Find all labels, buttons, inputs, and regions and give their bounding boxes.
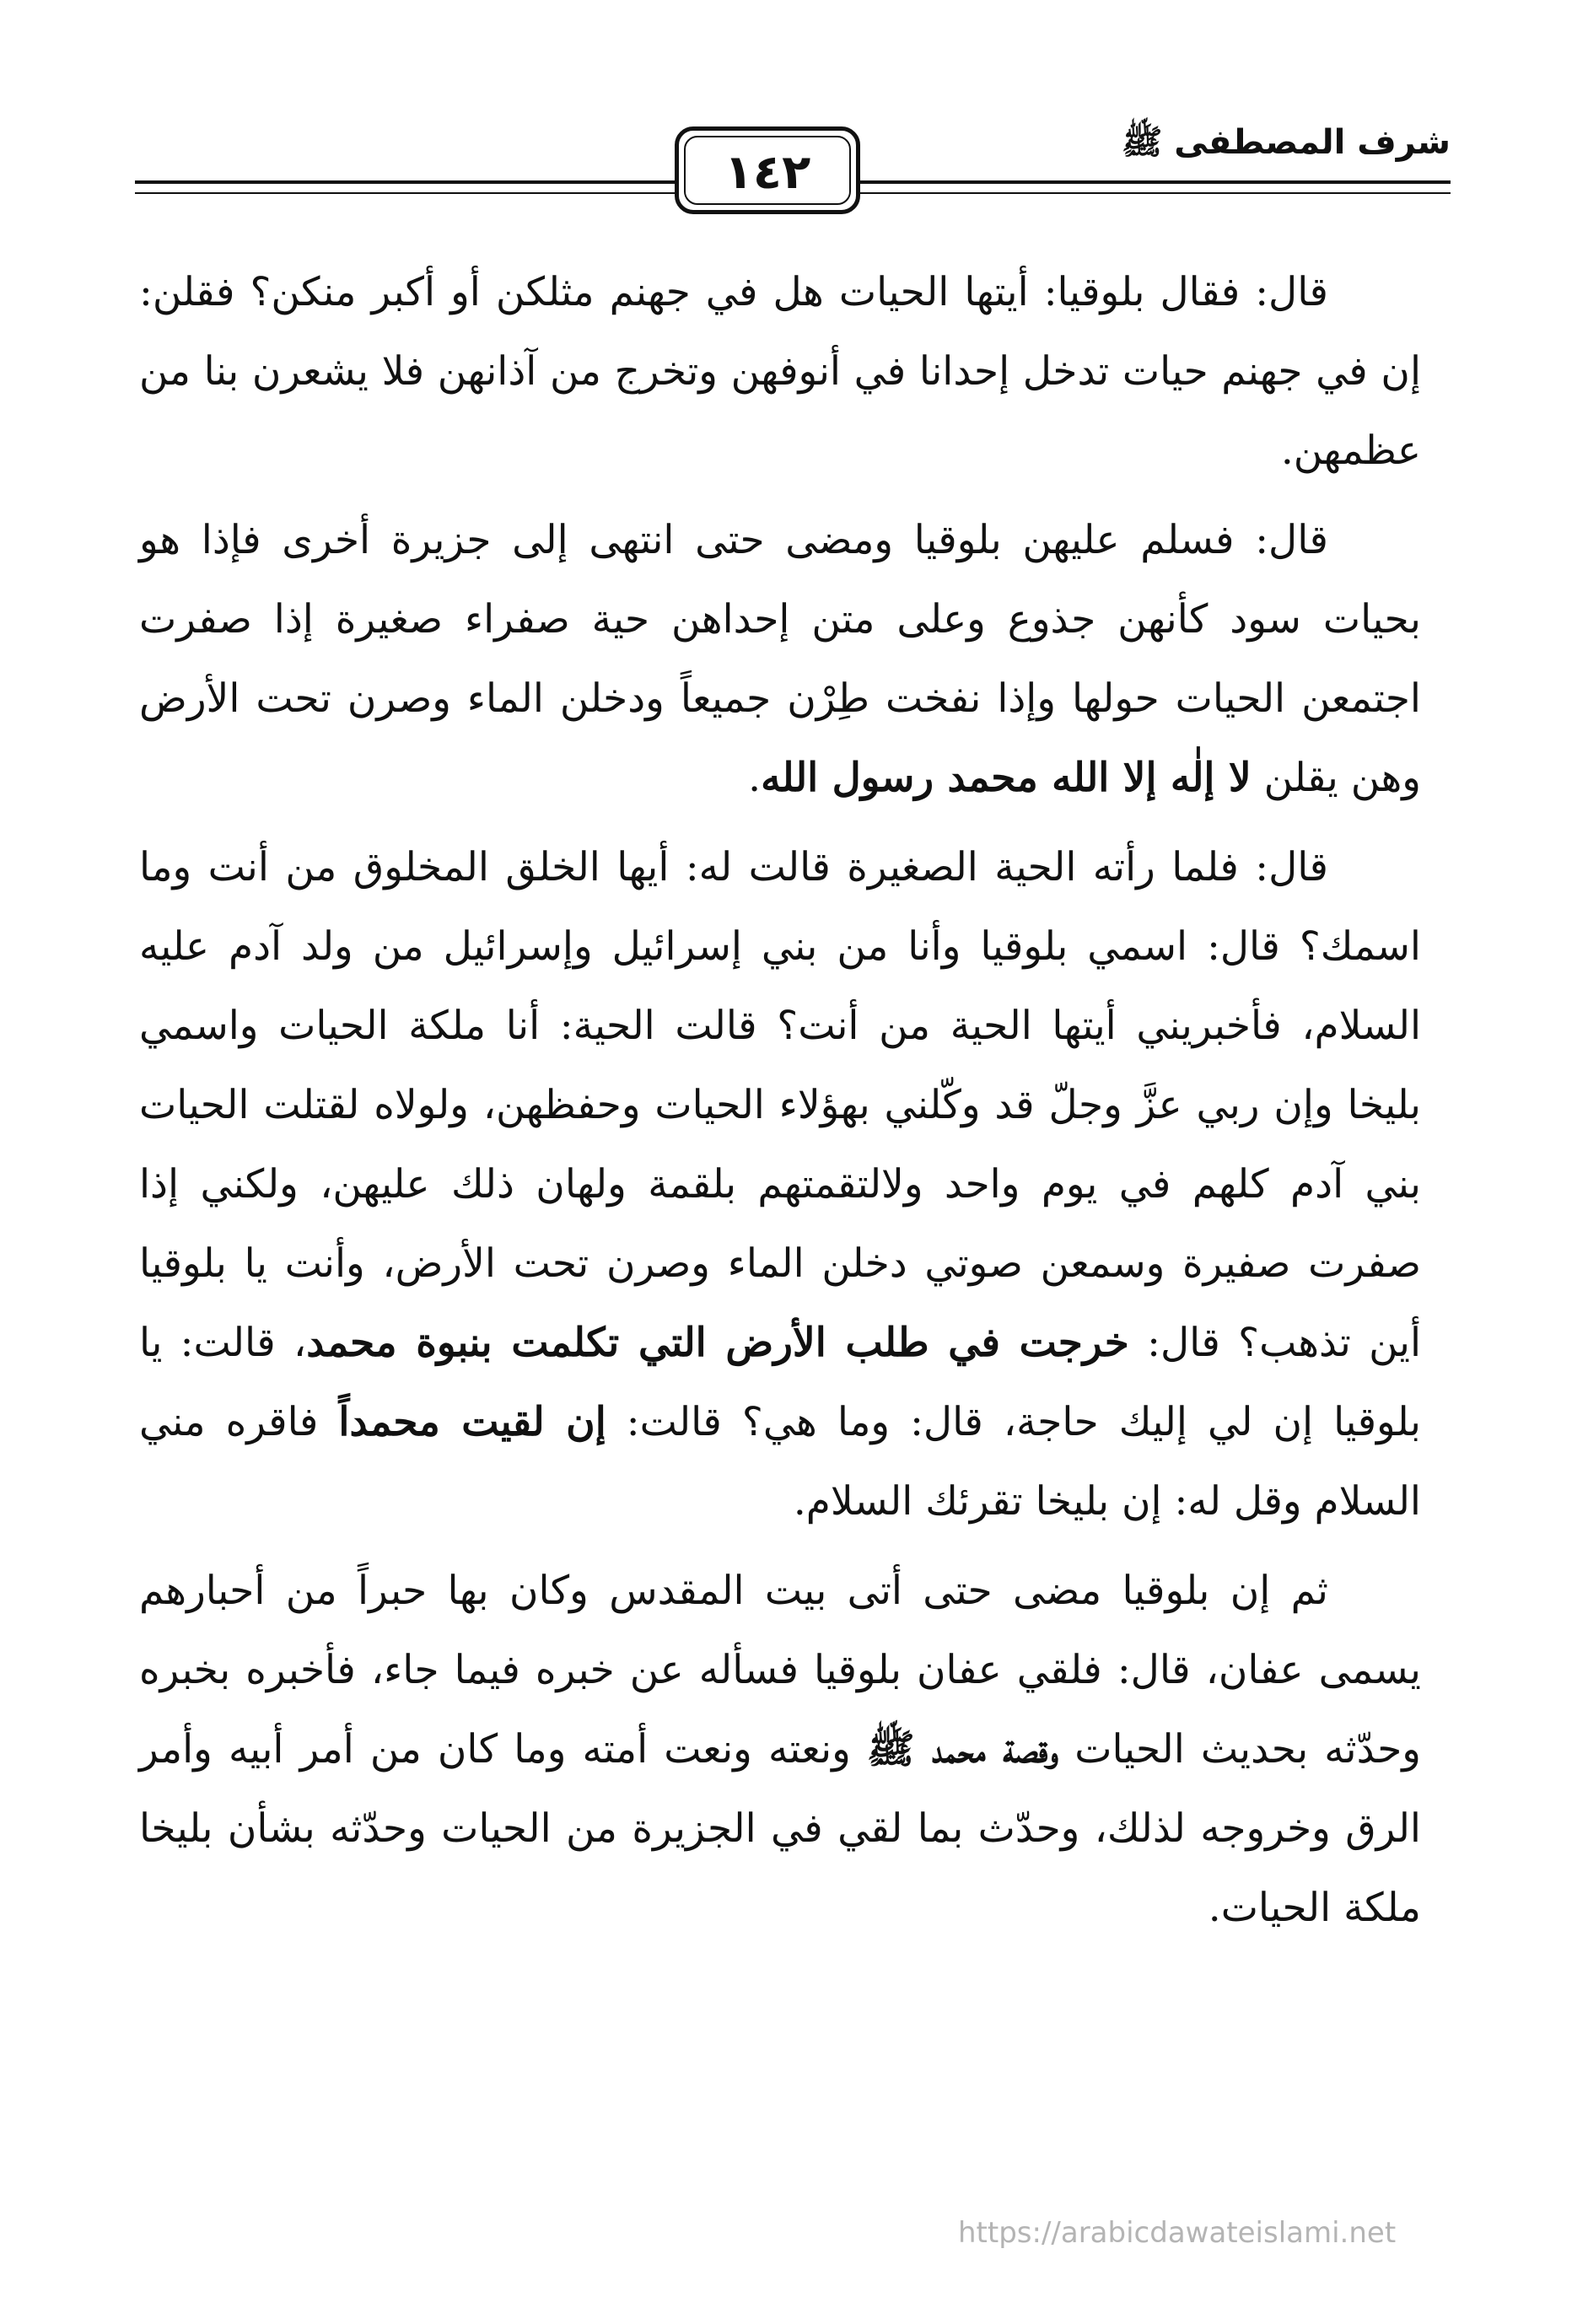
bold-phrase-prophethood: خرجت في طلب الأرض التي تكلمت بنبوة محمد [306, 1320, 1129, 1366]
paragraph-4 [139, 1552, 1421, 1948]
paragraph-3-mid: ، قالت: يا بلوقيا إن لي إليك حاجة، قال: وما هي؟ قالت: [139, 1320, 1421, 1445]
paragraph-2-text: قال: فسلم عليهن بلوقيا ومضى حتى انتهى إلى جزيرة أخرى فإذا هو بحيات سود كأنهن جذوع وعلى متن إحداهن حية صفراء صغيرة إذا صفرت اجتمعن الحيات حولها وإذا نفخت طِرْن جميعاً ودخلن الماء وصرن تحت الأرض وهن يقلن [139, 517, 1421, 801]
paragraph-4-end: ونعته ونعت أمته وما كان من أمر أبيه وأمر الرق وخروجه لذلك، وحدّث بما لقي في الجزيرة من الحيات وحدّثه بشأن بليخا ملكة الحيات. [139, 1726, 1421, 1931]
bold-phrase-story-muhammad: وقصة محمد ﷺ [866, 1726, 1059, 1773]
page-number: ١٤٢ [724, 144, 811, 200]
paragraph-1-text: قال: فقال بلوقيا: أيتها الحيات هل في جهنم مثلكن أو أكبر منكن؟ فقلن: إن في جهنم حيات تدخل إحدانا في أنوفهن وتخرج من آذانهن فلا يشعرن بنا من عظمهن. [139, 269, 1421, 474]
paragraph-3-end: فاقره مني السلام وقل له: إن بليخا تقرئك السلام. [139, 1399, 1421, 1525]
page-number-frame [675, 126, 860, 214]
body-text [139, 253, 1421, 1958]
shahada-bold: لا إلٰه إلا الله محمد رسول الله [761, 755, 1252, 801]
paragraph-3 [139, 828, 1421, 1541]
paragraph-4-text: ثم إن بلوقيا مضى حتى أتى بيت المقدس وكان بها حبراً من أحبارهم يسمى عفان، قال: فلقي عفان بلوقيا فسأله عن خبره فيما جاء، فأخبره بخبره وحدّثه بحديث الحيات [139, 1568, 1422, 1773]
running-title: شرف المصطفى ﷺ [1121, 123, 1451, 162]
paragraph-2 [139, 501, 1421, 818]
bold-phrase-meet-muhammad: إن لقيت محمداً [338, 1399, 606, 1445]
paragraph-1 [139, 253, 1421, 491]
paragraph-2-end: . [748, 755, 762, 801]
watermark-url: https://arabicdawateislami.net [958, 2216, 1397, 2250]
page-header [135, 118, 1451, 219]
paragraph-3-text: قال: فلما رأته الحية الصغيرة قالت له: أيها الخلق المخلوق من أنت وما اسمك؟ قال: اسمي بلوقيا وأنا من بني إسرائيل وإسرائيل من ولد آدم عليه السلام، فأخبريني أيتها الحية من أنت؟ قالت الحية: أنا ملكة الحيات واسمي بليخا وإن ربي عزَّ وجلّ قد وكّلني بهؤلاء الحيات وحفظهن، ولولاه لقتلت الحيات بني آدم كلهم في يوم واحد ولالتقمتهم بلقمة ولهان ذلك عليهن، ولكني إذا صفرت صفيرة وسمعن صوتي دخلن الماء وصرن تحت الأرض، وأنت يا بلوقيا أين تذهب؟ قال: [139, 844, 1422, 1366]
